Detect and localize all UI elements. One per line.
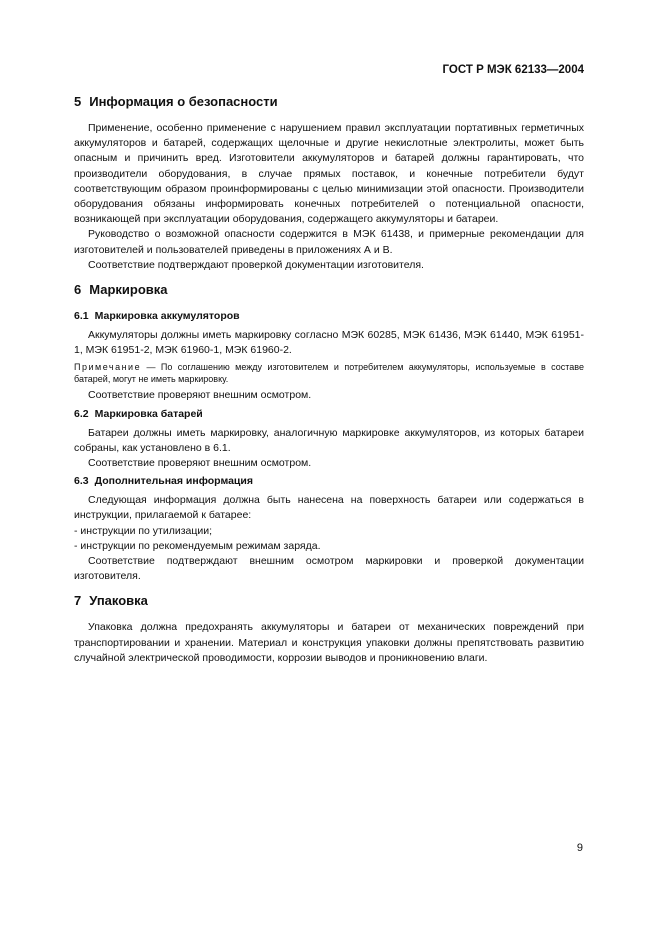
section-5-number: 5 (74, 94, 82, 109)
subsection-6-1-title: Маркировка аккумуляторов (94, 310, 240, 323)
list-item: - инструкции по утилизации; (74, 524, 213, 537)
section-5-paragraph-2: Руководство о возможной опасности содержится в МЭК 61438, и примерные рекомендации для изготовителей и пользователей приведены в приложениях А и В. (74, 228, 584, 256)
section-5-heading (74, 94, 584, 110)
note-text: — По соглашению между изготовителем и потребителем аккумуляторы, используемые в составе батарей, могут не иметь маркировку. (74, 362, 584, 385)
subsection-6-3-conformity: Соответствие подтверждают внешним осмотром маркировки и проверкой документации изготовителя. (74, 555, 584, 583)
section-7-number: 7 (74, 593, 82, 609)
subsection-6-1-heading (74, 309, 584, 323)
subsection-6-2-conformity: Соответствие проверяют внешним осмотром. (88, 457, 312, 470)
section-5-paragraph-1: Применение, особенно применение с нарушением правил эксплуатации портативных герметичных аккумуляторов и батарей, содержащих щелочные и другие некислотные электролиты, может быть опасным и причинить вред. Изготовители аккумуляторов и батарей должны гарантировать, что производители оборудования, в случае прямых поставок, и конечные потребители будут соответствующим образом проинформированы с целью минимизации этой опасности. Производители оборудования обязаны информировать конечных потребителей о потенциальной опасности, возникающей при эксплуатации оборудования, содержащего аккумуляторы и батареи. (74, 122, 584, 226)
list-item: - инструкции по рекомендуемым режимам заряда. (74, 539, 321, 552)
subsection-6-2-heading (74, 407, 584, 421)
document-code-header: ГОСТ Р МЭК 62133—2004 (442, 64, 584, 76)
page-content (74, 94, 584, 666)
section-5-paragraph-3: Соответствие подтверждают проверкой документации изготовителя. (88, 258, 424, 271)
section-7-text: Упаковка должна предохранять аккумуляторы и батареи от механических повреждений при транспортировании и хранении. Материал и конструкция упаковки должны препятствовать развитию случайной электрической проводимости, коррозии выводов и проникновению влаги. (74, 621, 584, 664)
subsection-6-3-heading (74, 474, 584, 488)
note-lead: Примечание (74, 362, 142, 373)
subsection-6-3-title: Дополнительная информация (94, 475, 253, 488)
subsection-6-2-title: Маркировка батарей (94, 407, 203, 420)
subsection-6-2-number: 6.2 (74, 407, 89, 420)
subsection-6-1-text: Аккумуляторы должны иметь маркировку согласно МЭК 60285, МЭК 61436, МЭК 61440, МЭК 61951-1, МЭК 61951-2, МЭК 61960-1, МЭК 61960-2. (74, 329, 584, 357)
subsection-6-1-note (74, 361, 584, 385)
section-7-heading (74, 593, 584, 609)
subsection-6-1-number: 6.1 (74, 310, 89, 323)
subsection-6-2-text: Батареи должны иметь маркировку, аналогичную маркировке аккумуляторов, из которых батареи собраны, как установлено в 6.1. (74, 426, 584, 454)
section-6-heading (74, 282, 584, 298)
section-5-title: Информация о безопасности (89, 94, 278, 109)
subsection-6-1-conformity: Соответствие проверяют внешним осмотром. (88, 389, 312, 402)
section-6-title: Маркировка (89, 282, 168, 298)
subsection-6-3-text: Следующая информация должна быть нанесена на поверхность батареи или содержаться в инструкции, прилагаемой к батарее: (74, 494, 584, 522)
section-6-number: 6 (74, 282, 82, 298)
page-number: 9 (576, 842, 583, 854)
subsection-6-3-number: 6.3 (74, 475, 89, 488)
section-7-title: Упаковка (89, 593, 148, 609)
